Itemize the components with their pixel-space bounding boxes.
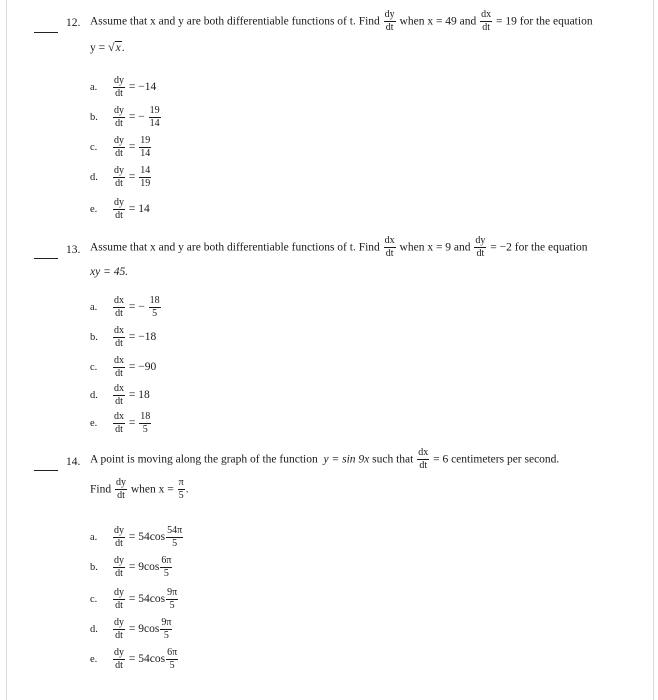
find-derivative: $\frac{dy}{dt}$ (384, 9, 395, 33)
given-derivative: $\frac{dx}{dt}$ (481, 9, 492, 33)
question-stem: A point is moving along the graph of the function y = sin 9x such that $\frac{dx}{dt}$ = 6 centimeters per second. (90, 447, 560, 471)
x-value: $\frac{\pi}{5}$ (178, 477, 184, 501)
question-number: 14. (66, 456, 81, 468)
option-12d[interactable]: d. $\frac{dy}{dt}$ = $\frac{14}{19}$ (90, 164, 151, 189)
option-12a[interactable]: a. $\frac{dy}{dt}$ = −14 (90, 74, 157, 99)
option-14d[interactable]: d. $\frac{dy}{dt}$ = 9cos $\frac{9\pi}{5}$ (90, 616, 172, 641)
option-14b[interactable]: b. $\frac{dy}{dt}$ = 9cos $\frac{6\pi}{5}$ (90, 554, 172, 579)
option-14c[interactable]: c. $\frac{dy}{dt}$ = 54cos $\frac{9\pi}{5}$ (90, 586, 178, 611)
option-13e[interactable]: e. $\frac{dx}{dt}$ = $\frac{18}{5}$ (90, 410, 151, 435)
option-13c[interactable]: c. $\frac{dx}{dt}$ = −90 (90, 354, 157, 379)
question-find-line: Find $\frac{dy}{dt}$ when x = $\frac{\pi}{5}$ . (90, 477, 189, 501)
question-stem: Assume that x and y are both differentiable functions of t. Find $\frac{dy}{dt}$ when x = 49 and $\frac{dx}{dt}$ = 19 for the equation (90, 9, 593, 33)
question-number: 13. (66, 244, 81, 256)
given-derivative: $\frac{dx}{dt}$ (418, 447, 429, 471)
question-equation: xy = 45. (90, 266, 129, 278)
given-derivative: $\frac{dy}{dt}$ (475, 235, 486, 259)
option-13b[interactable]: b. $\frac{dx}{dt}$ = −18 (90, 324, 157, 349)
option-14e[interactable]: e. $\frac{dy}{dt}$ = 54cos $\frac{6\pi}{5}$ (90, 646, 178, 671)
page-right-border (653, 0, 654, 700)
option-13a[interactable]: a. $\frac{dx}{dt}$ = − $\frac{18}{5}$ (90, 294, 160, 319)
option-13d[interactable]: d. $\frac{dx}{dt}$ = 18 (90, 382, 150, 407)
answer-blank[interactable] (34, 32, 58, 33)
find-derivative: $\frac{dy}{dt}$ (115, 477, 126, 501)
question-number: 12. (66, 17, 81, 29)
question-equation: y = √x. (90, 40, 125, 54)
option-12e[interactable]: e. $\frac{dy}{dt}$ = 14 (90, 196, 150, 221)
find-derivative: $\frac{dx}{dt}$ (384, 235, 395, 259)
answer-blank[interactable] (34, 258, 58, 259)
option-12b[interactable]: b. $\frac{dy}{dt}$ = − $\frac{19}{14}$ (90, 104, 160, 129)
question-stem: Assume that x and y are both differentiable functions of t. Find $\frac{dx}{dt}$ when x = 9 and $\frac{dy}{dt}$ = −2 for the equation (90, 235, 588, 259)
option-12c[interactable]: c. $\frac{dy}{dt}$ = $\frac{19}{14}$ (90, 134, 151, 159)
option-14a[interactable]: a. $\frac{dy}{dt}$ = 54cos $\frac{54\pi}{5}$ (90, 524, 183, 549)
answer-blank[interactable] (34, 470, 58, 471)
